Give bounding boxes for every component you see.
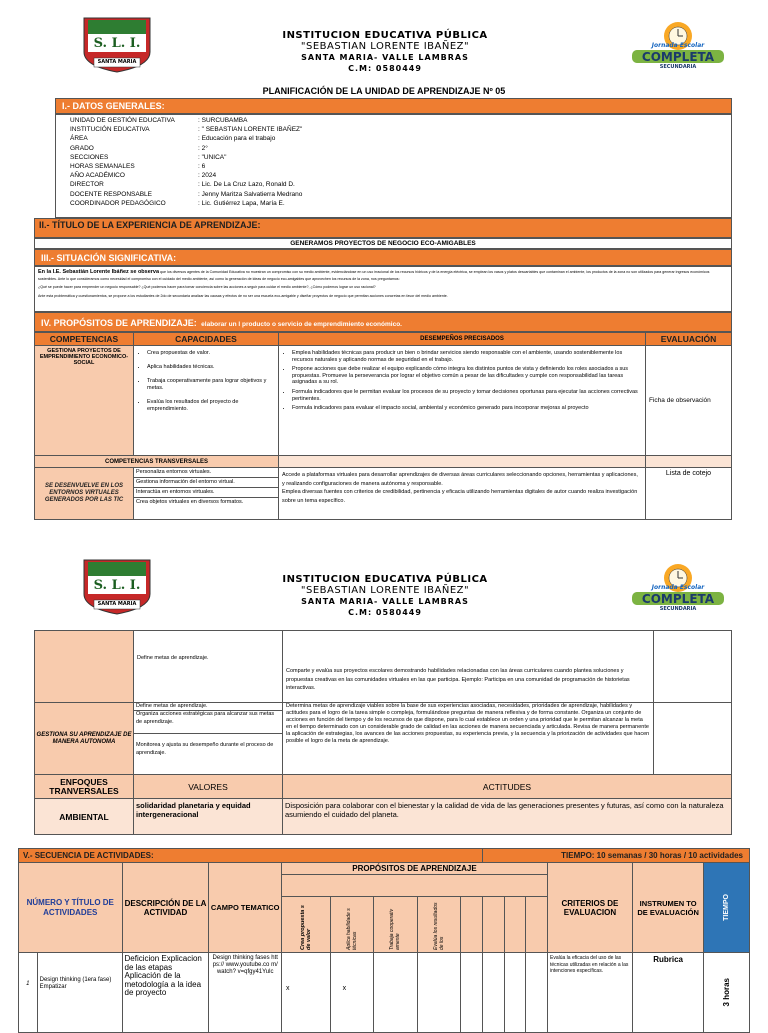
logo-right-top: Jornada Escolar xyxy=(651,42,705,49)
datos-label: AÑO ACADÉMICO xyxy=(70,172,125,180)
school-logo-left xyxy=(78,14,156,74)
datos-label: GRADO xyxy=(70,144,94,152)
transversal-cap: Crea objetos virtuales en diversos formatos. xyxy=(136,499,244,505)
school-name-line1: INSTITUCION EDUCATIVA PÚBLICA xyxy=(282,30,488,41)
activity-mark-blank xyxy=(482,953,504,1033)
logo-right-sub: SECUNDARIA xyxy=(659,64,697,70)
section2-header xyxy=(34,218,732,238)
prop-col: Crea propuesta s de valor xyxy=(299,904,312,950)
page2-comp-blank xyxy=(35,631,134,703)
transversal-title: COMPETENCIAS TRANSVERSALES xyxy=(35,456,279,468)
section3-title: III.- SITUACIÓN SIGNIFICATIVA: xyxy=(41,253,177,263)
datos-row xyxy=(70,162,670,171)
transversal-competencia: SE DESENVUELVE EN LOS ENTORNOS VIRTUALES GENERADOS POR LAS TIC xyxy=(35,468,134,520)
transversal-header-blank xyxy=(279,456,646,468)
section2-value-box xyxy=(34,238,732,249)
datos-value: : SURCUBAMBA xyxy=(198,117,248,124)
page2-cap2: Monitorea y ajusta su desempeño durante el proceso de aprendizaje. xyxy=(136,742,274,756)
school-code: C.M: 0580449 xyxy=(348,64,422,73)
section4-subtitle: elaborar un l producto o servicio de emprendimiento económico. xyxy=(201,321,402,328)
capacidades-cell xyxy=(134,346,279,456)
logo-right-sub: SECUNDARIA xyxy=(659,606,697,612)
actitud-text: Disposición para colaborar con el bienestar y la calidad de vida de las generaciones presentes y futuras, así como con la naturaleza asumiendo el cuidado del planeta. xyxy=(283,799,732,835)
datos-label: ÁREA xyxy=(70,135,88,143)
h-descripcion: DESCRIPCIÓN DE LA ACTIVIDAD xyxy=(122,863,209,953)
transversal-desc: Emplea diversas fuentes con criterios de credibilidad, pertinencia y eficacia utilizando herramientas digitales de autor cuando realiza investigación sobre un tema específico. xyxy=(282,489,638,504)
page2-desc2: Determina metas de aprendizaje viables sobre la base de sus experiencias asociadas, necesidades, prioridades de aprendizaje, habilidades y actitudes para el logro de la tarea simple o compleja, formulándose preguntas de manera reflexiva y de forma constante. Organiza un conjunto de acciones en función del tiempo y de los recursos de que dispone, para lo cual establece un orden y una prioridad que le permitan alcanzar la meta en el tiempo determinado con un considerable grado de calidad en las acciones de manera secuenciada y articulada. Revisa de manera permanente la aplicación de estrategias, los avances de las acciones propuestas, su experiencia previa, y la secuencia y la priorización de actividades que hacen posible el logro de la meta de aprendizaje. xyxy=(283,703,654,775)
enfoque-row xyxy=(35,799,732,835)
activity-instrumento: Rubrica xyxy=(632,953,703,1033)
datos-row xyxy=(70,180,670,189)
datos-label: DIRECTOR xyxy=(70,181,104,189)
prop-col-blank xyxy=(461,897,483,953)
capacidad-item: • Evalúa los resultados del proyecto de emprendimiento. xyxy=(147,399,275,413)
page2-comp2: GESTIONA SU APRENDIZAJE DE MANERA AUTONOMA xyxy=(35,703,134,775)
page2-cap2: Organiza acciones estratégicas para alcanzar sus metas de aprendizaje. xyxy=(134,711,282,734)
desempeno-item: • Emplea habilidades técnicas para producir un bien o brindar servicios siendo responsable con el ambiente, usando sosteniblemente los recursos naturales y aplicando normas de seguridad en el trabajo. xyxy=(292,350,642,363)
actitudes-title: ACTITUDES xyxy=(283,775,732,799)
datos-row xyxy=(70,190,670,199)
transversal-desc: Accede a plataformas virtuales para desarrollar aprendizajes de diversas áreas curriculares seleccionando opciones, herramientas y aplicaciones, y realizando configuraciones de manera autónoma y responsable. xyxy=(282,472,638,487)
section2-title: II.- TÍTULO DE LA EXPERIENCIA DE APRENDIZAJE: xyxy=(39,220,261,230)
section4-header xyxy=(34,312,732,332)
situacion-text2: Ante lo que consideramos como necesidad el compromiso con el cuidado del medio ambiente, así como la generación de ideas de negocio eco-amigables que aprovechen los recursos de la zona, nos preguntamos: xyxy=(57,276,400,281)
h-propositos: PROPÓSITOS DE APRENDIZAJE xyxy=(281,863,547,875)
activity-mark-blank xyxy=(526,953,548,1033)
competencias-header-row xyxy=(35,333,732,346)
activity-campo: Design thinking fases https:// www.youtube.co m/watch? v=qfgy41Yulc xyxy=(209,953,281,1033)
competencia-name: GESTIONA PROYECTOS DE EMPRENDIMIENTO ECONOMICO-SOCIAL xyxy=(35,346,134,456)
datos-row xyxy=(70,171,670,180)
page2-eval2-blank xyxy=(654,703,732,775)
page2-grid xyxy=(34,630,732,835)
prop-col: Evalúa los resultados de los xyxy=(432,901,445,950)
activity-description: Deficicion Explicacion de las etapas Aplicación de la metodología a la idea de proyecto xyxy=(122,953,209,1033)
jornada-completa-logo-2 xyxy=(628,556,728,616)
activity-criterio: Evalúa la eficacia del uso de las técnicas utilizadas en relación a las intenciones específicas. xyxy=(548,953,633,1033)
datos-value: : " SEBASTIAN LORENTE IBAÑEZ" xyxy=(198,126,303,134)
situacion-text3: ¿Qué se puede hacer para emprender un negocio responsable? ¿Qué podemos hacer para tomar conciencia sobre las acciones a seguir para cuidar el medio ambiente?, ¿Cómo podemos lograr un uso racional? xyxy=(38,285,376,289)
page2-row-top xyxy=(35,631,732,703)
datos-label: INSTITUCIÓN EDUCATIVA xyxy=(70,126,150,134)
capacidad-item: • Trabaja cooperativamente para lograr objetivos y metas. xyxy=(147,378,275,392)
capacidad-item: • Aplica habilidades técnicas. xyxy=(147,364,275,371)
activity-tiempo-cell xyxy=(704,953,750,1033)
header-competencias: COMPETENCIAS xyxy=(35,333,134,346)
school-location: SANTA MARIA- VALLE LAMBRAS xyxy=(301,53,469,62)
datos-value: : 6 xyxy=(198,163,206,171)
datos-label: DOCENTE RESPONSABLE xyxy=(70,190,152,198)
school-header xyxy=(270,30,500,74)
section4-title: IV. PROPÓSITOS DE APRENDIZAJE: xyxy=(41,318,197,328)
datos-label: COORDINADOR PEDAGÓGICO xyxy=(70,199,166,207)
evaluacion-cell: Ficha de observación xyxy=(646,346,732,456)
school-name-line1: INSTITUCION EDUCATIVA PÚBLICA xyxy=(282,574,488,585)
activity-mark-blank xyxy=(374,953,417,1033)
desempenos-cell xyxy=(279,346,646,456)
enfoques-title: ENFOQUES TRANVERSALES xyxy=(35,775,134,799)
school-logo-left-2 xyxy=(78,556,156,616)
datos-value: : 2° xyxy=(198,144,208,152)
desempeno-item: • Propone acciones que debe realizar el equipo explicando cómo integra los distintos puntos de vista y definiendo los roles asociados a sus propuestas. Promueve la perseverancia por lograr el objetivo común a pesar de las dificultades y cumple con responsabilidad las tareas asignadas a su rol. xyxy=(292,366,642,386)
activity-title: Design thinking (1era fase) Empatizar xyxy=(37,953,122,1033)
school-location: SANTA MARIA- VALLE LAMBRAS xyxy=(301,597,469,606)
activity-num: 1 xyxy=(19,953,38,1033)
transversal-cap: Interactúa en entornos virtuales. xyxy=(134,488,278,498)
valor-text: solidaridad planetaria y equidad intergeneracional xyxy=(134,799,283,835)
transversal-desc-cell xyxy=(279,468,646,520)
document-title: PLANIFICACIÓN DE LA UNIDAD DE APRENDIZAJE Nº 05 xyxy=(262,86,506,96)
propositos-blank xyxy=(281,875,547,897)
section5-title-row xyxy=(19,849,750,863)
h-numero: NÚMERO Y TÍTULO DE ACTIVIDADES xyxy=(19,863,123,953)
datos-value: : 2024 xyxy=(198,172,217,180)
page2-table xyxy=(34,630,732,835)
datos-row xyxy=(70,153,670,162)
desempeno-item: • Formula indicadores que le permitan evaluar los procesos de su proyecto y tomar decisiones oportunas para ejecutar las acciones correctivas pertinentes. xyxy=(292,389,642,402)
datos-label: UNIDAD DE GESTIÓN EDUCATIVA xyxy=(70,117,175,124)
page2-cap-top: Define metas de aprendizaje. xyxy=(134,631,283,703)
page2-cap2: Define metas de aprendizaje. xyxy=(134,703,282,711)
section1-title: I.- DATOS GENERALES: xyxy=(62,101,165,111)
datos-value: : Lic. Gutiérrez Lapa, María E. xyxy=(198,199,285,207)
datos-row xyxy=(70,125,670,134)
h-tiempo-cell xyxy=(704,863,750,953)
school-header-2 xyxy=(270,574,500,618)
logo-left-sub: SANTA MARIA xyxy=(97,601,137,607)
h-campo: CAMPO TEMATICO xyxy=(209,863,281,953)
desempeno-item: • Formula indicadores para evaluar el impacto social, ambiental y económico generado para incorporar mejoras al proyecto xyxy=(292,405,642,412)
logo-left-text: S. L. I. xyxy=(93,578,141,593)
section1-header xyxy=(55,98,732,114)
logo-left-sub: SANTA MARIA xyxy=(97,59,137,65)
situacion-text1: que los diversos agentes de la Comunidad Educativa no muestran un compromiso con su medio ambiente, evidenciándose en un uso irracional de los recursos hídricos y de la energía eléctrica, se emplean los vasos y platos descartables que contaminan el ambiente, los productos de la zona no son utilizados para generar ingresos económicos sostenibles. xyxy=(38,270,710,281)
datos-row xyxy=(70,134,670,143)
section5-table xyxy=(18,848,750,1033)
jornada-completa-logo xyxy=(628,14,728,74)
section2-value: GENERAMOS PROYECTOS DE NEGOCIO ECO-AMIGABLES xyxy=(290,240,476,247)
datos-label: HORAS SEMANALES xyxy=(70,163,135,171)
datos-label: SECCIONES xyxy=(70,153,109,161)
datos-row xyxy=(70,199,670,208)
datos-row xyxy=(70,116,670,125)
prop-col-cell xyxy=(374,897,417,953)
competencias-grid xyxy=(34,332,732,520)
transversal-row xyxy=(35,468,732,520)
page2-caps2-cell xyxy=(134,703,283,775)
h-instrumento: INSTRUMEN TO DE EVALUACIÓN xyxy=(632,863,703,953)
activity-mark-blank xyxy=(417,953,460,1033)
situacion-paragraph-1 xyxy=(38,269,728,282)
valores-title: VALORES xyxy=(134,775,283,799)
transversal-caps-cell xyxy=(134,468,279,520)
logo-right-main: COMPLETA xyxy=(641,592,715,606)
logo-left-text: S. L. I. xyxy=(93,36,141,51)
datos-generales-list xyxy=(70,116,670,208)
capacidad-item: • Crea propuestas de valor. xyxy=(147,350,275,357)
competencia-row xyxy=(35,346,732,456)
situacion-text4: Ante esta problemática y cuestionamientos, se propone a los estudiantes de 2do de secundaria analizar las causas y efectos de no ser una escuela eco-amigable y diseñar proyectos de negocio que permitan acciones concretas en favor del medio ambiente. xyxy=(38,293,448,298)
situacion-lead: En la I.E. Sebastián Lorente Ibáñez se observa xyxy=(38,269,160,275)
page2-eval-blank xyxy=(654,631,732,703)
transversal-eval: Lista de cotejo xyxy=(646,468,732,520)
datos-row xyxy=(70,144,670,153)
prop-col-blank xyxy=(482,897,504,953)
page2-row-autonoma xyxy=(35,703,732,775)
section5-tiempo: TIEMPO: 10 semanas / 30 horas / 10 actividades xyxy=(482,849,749,863)
h-tiempo: TIEMPO xyxy=(723,894,731,921)
transversal-header-blank xyxy=(646,456,732,468)
datos-value: : Lic. De La Cruz Lazo, Ronald D. xyxy=(198,181,295,189)
competencias-table xyxy=(34,332,732,520)
header-desempenos: DESEMPEÑOS PRECISADOS xyxy=(279,333,646,346)
prop-col-cell xyxy=(417,897,460,953)
page2-desc-top: Comparte y evalúa sus proyectos escolares demostrando habilidades relacionadas con las áreas curriculares cuando plantea soluciones y propuestas creativas en las comunidades virtuales en las que participa. Ejemplo: Participa en una comunidad de programación de historietas interactivas. xyxy=(283,631,654,703)
activity-mark-blank xyxy=(504,953,526,1033)
section5-title: V.- SECUENCIA DE ACTIVIDADES: xyxy=(19,849,483,863)
transversal-header-row xyxy=(35,456,732,468)
school-name-line2: "SEBASTIAN LORENTE IBAÑEZ" xyxy=(300,585,470,596)
prop-col: Trabaja cooperativ amente xyxy=(389,908,402,950)
situacion-box xyxy=(34,266,732,312)
prop-col-blank xyxy=(504,897,526,953)
section3-header xyxy=(34,249,732,266)
datos-value: : Educación para el trabajo xyxy=(198,135,276,143)
transversal-cap: Personaliza entornos virtuales. xyxy=(134,468,278,478)
header-evaluacion: EVALUACIÓN xyxy=(646,333,732,346)
datos-value: : "UNICA" xyxy=(198,153,227,161)
section5-grid xyxy=(18,848,750,1033)
datos-value: : Jenny Maritza Salvatierra Medrano xyxy=(198,190,303,198)
prop-col: Aplica habilidade s técnicas xyxy=(345,907,358,950)
logo-right-top: Jornada Escolar xyxy=(651,584,705,591)
header-capacidades: CAPACIDADES xyxy=(134,333,279,346)
logo-right-main: COMPLETA xyxy=(641,50,715,64)
school-name-line2: "SEBASTIAN LORENTE IBAÑEZ" xyxy=(300,41,470,52)
activity-mark-1: x xyxy=(281,953,330,1033)
activity-mark-2: x xyxy=(330,953,373,1033)
activity-mark-blank xyxy=(461,953,483,1033)
prop-col-cell xyxy=(281,897,330,953)
prop-col-cell xyxy=(330,897,373,953)
enfoques-header-row xyxy=(35,775,732,799)
activity-tiempo: 3 horas xyxy=(722,978,732,1007)
h-criterios: CRITERIOS DE EVALUACION xyxy=(548,863,633,953)
transversal-cap: Gestiona información del entorno virtual. xyxy=(134,478,278,488)
prop-col-blank xyxy=(526,897,548,953)
enfoque-name: AMBIENTAL xyxy=(35,799,134,835)
section5-header-row1 xyxy=(19,863,750,875)
school-code: C.M: 0580449 xyxy=(348,608,422,617)
activity-row xyxy=(19,953,750,1033)
